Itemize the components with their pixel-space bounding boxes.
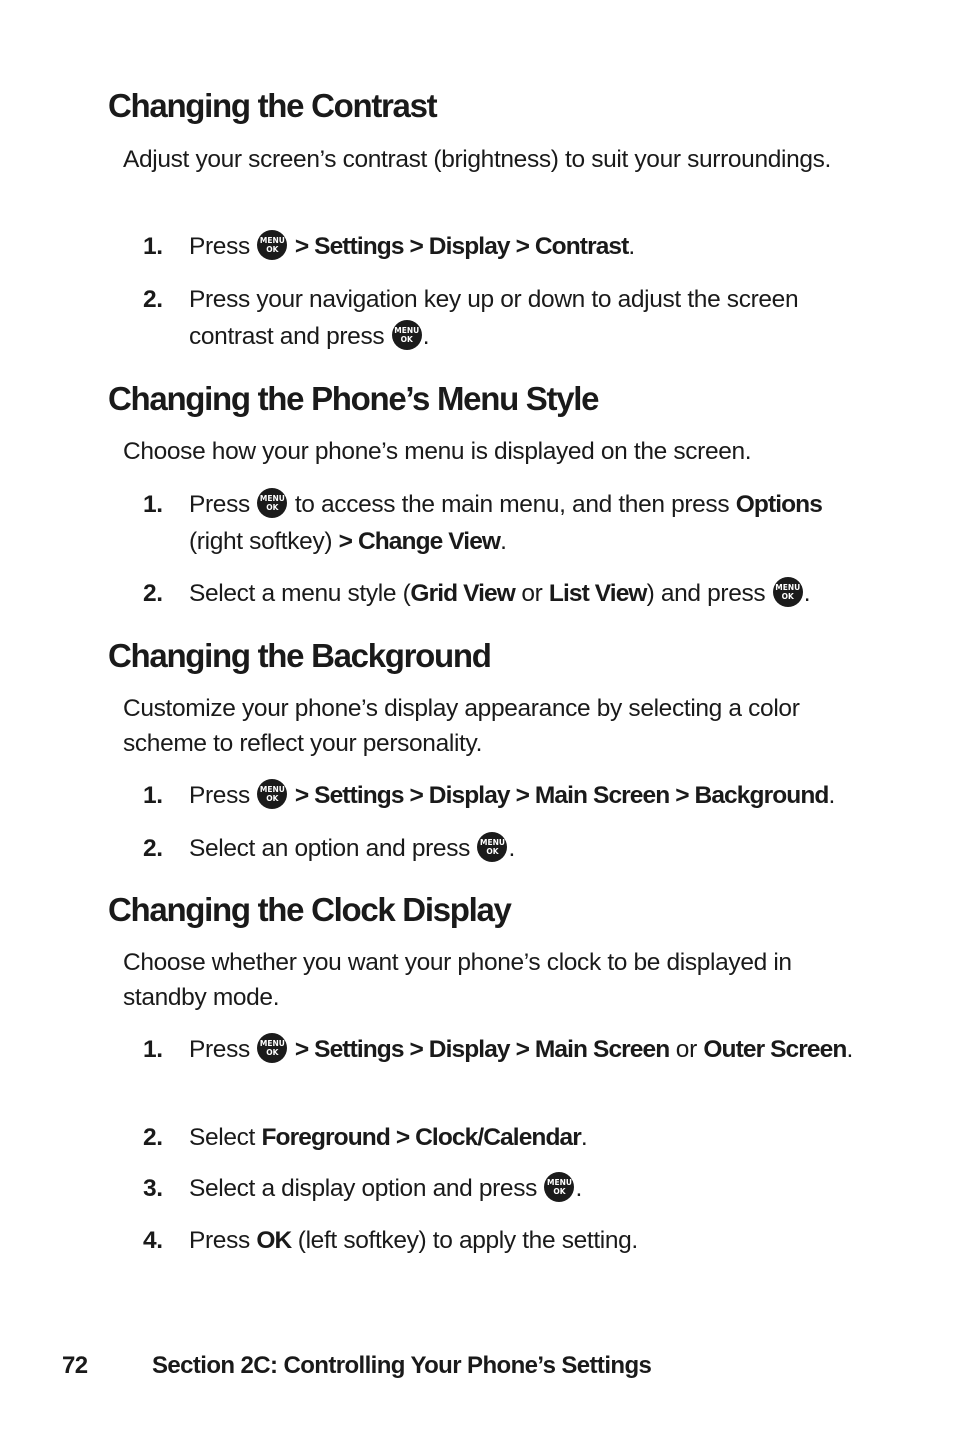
step-text: Press MENU OK to access the main menu, and then press Options (right softkey) > Change View. bbox=[189, 486, 863, 560]
step-number: 1. bbox=[143, 233, 163, 260]
menu-ok-key-icon: MENU OK bbox=[257, 1033, 287, 1063]
section-intro: Customize your phone’s display appearance by selecting a color scheme to reflect your personality. bbox=[123, 695, 800, 757]
step-number: 2. bbox=[143, 835, 163, 862]
section-intro: Adjust your screen’s contrast (brightness) to suit your surroundings. bbox=[123, 146, 832, 173]
section-heading: Changing the Phone’s Menu Style bbox=[108, 380, 599, 417]
step-number: 2. bbox=[143, 1124, 163, 1151]
section-intro: Choose whether you want your phone’s clock to be displayed in standby mode. bbox=[123, 949, 792, 1011]
step-text: Select a display option and press MENU OK . bbox=[189, 1170, 863, 1207]
menu-ok-key-icon: MENU OK bbox=[544, 1172, 574, 1202]
step-text: Select a menu style (Grid View or List View) and press MENU OK . bbox=[189, 575, 863, 612]
step-text: Press MENU OK > Settings > Display > Main Screen or Outer Screen. bbox=[189, 1031, 863, 1068]
step-text: Press MENU OK > Settings > Display > Contrast. bbox=[189, 228, 863, 265]
menu-ok-key-icon: MENU OK bbox=[257, 230, 287, 260]
step-number: 1. bbox=[143, 1036, 163, 1063]
section-heading: Changing the Background bbox=[108, 637, 491, 674]
menu-ok-key-icon: MENU OK bbox=[257, 488, 287, 518]
footer-section-title: Section 2C: Controlling Your Phone’s Settings bbox=[152, 1352, 652, 1379]
step-number: 1. bbox=[143, 782, 163, 809]
step-text: Select Foreground > Clock/Calendar. bbox=[189, 1124, 588, 1151]
step-text: Select an option and press MENU OK . bbox=[189, 830, 863, 867]
page-footer bbox=[0, 1348, 954, 1388]
step-text: Press MENU OK > Settings > Display > Main Screen > Background. bbox=[189, 777, 863, 814]
step-number: 2. bbox=[143, 580, 163, 607]
step-number: 2. bbox=[143, 286, 163, 313]
step-text: Press OK (left softkey) to apply the setting. bbox=[189, 1227, 638, 1254]
page-number: 72 bbox=[62, 1352, 88, 1379]
step-text: Press your navigation key up or down to adjust the screen contrast and press MENU OK . bbox=[189, 286, 799, 350]
step-number: 4. bbox=[143, 1227, 163, 1254]
section-heading: Changing the Clock Display bbox=[108, 891, 511, 928]
step-number: 1. bbox=[143, 491, 163, 518]
menu-ok-key-icon: MENU OK bbox=[477, 832, 507, 862]
section-heading: Changing the Contrast bbox=[108, 87, 437, 124]
menu-ok-key-icon: MENU OK bbox=[392, 320, 422, 350]
menu-ok-key-icon: MENU OK bbox=[257, 779, 287, 809]
section-intro: Choose how your phone’s menu is displayed on the screen. bbox=[123, 438, 752, 465]
step-number: 3. bbox=[143, 1175, 163, 1202]
menu-ok-key-icon: MENU OK bbox=[773, 577, 803, 607]
